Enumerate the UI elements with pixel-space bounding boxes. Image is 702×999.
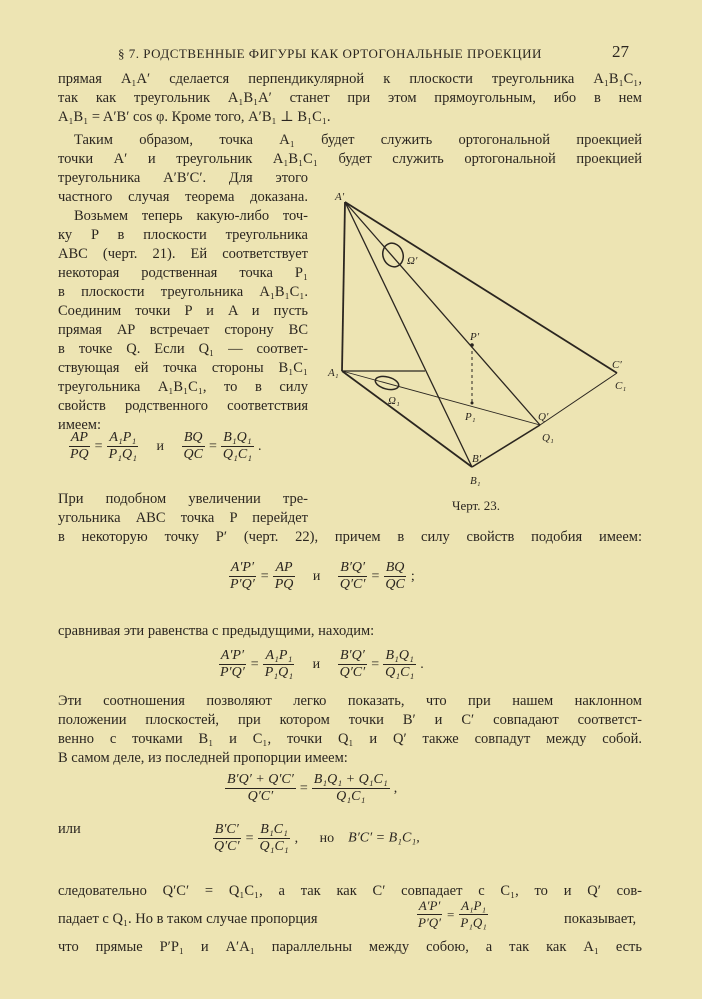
figure-23	[320, 180, 660, 500]
ellipse-omega-prime	[379, 240, 406, 269]
text-line: ку P в плоскости треугольника	[58, 227, 308, 243]
formula-3: $\frac{A'P'}{P'Q'}$ = $\frac{\text{A₁P₁}}{\text{P₁Q₁}}$ и $\frac{B'Q'}{Q'C'}$ = $\frac{\text{B₁Q₁}}{\text{Q₁C₁}}$ .	[220, 648, 424, 680]
edge-q1-c1	[540, 373, 617, 425]
formula-1: $\frac{AP}{PQ}$ = $\frac{\text{A₁P₁}}{\text{P₁Q₁}}$ и $\frac{BQ}{QC}$ = $\frac{\text{B₁Q₁}}{\text{Q₁C₁}}$ .	[70, 430, 262, 462]
text-line: или	[58, 821, 81, 837]
text-line: A₁B₁ = A′B′ cos φ. Кроме того, A′B₁ ⊥ B₁C₁.	[58, 109, 331, 125]
label-omega-prime: Ω′	[407, 255, 418, 267]
text-line: прямая AP встречает сторону BC	[58, 322, 308, 338]
text-line: свойств родственного соответствия	[58, 398, 308, 414]
text-line: в плоскости треугольника A₁B₁C₁.	[58, 284, 308, 300]
text-line: падает с Q₁. Но в таком случае пропорция	[58, 911, 318, 927]
label-a-prime: A′	[335, 191, 345, 203]
text-line: Возьмем теперь какую-либо точ-	[74, 208, 308, 224]
text-line: венно с точками B₁ и C₁, точки Q₁ и Q′ также совпадут между собой.	[58, 731, 642, 747]
text-line: частного случая теорема доказана.	[58, 189, 308, 205]
text-line: в точке Q. Если Q₁ — соответ-	[58, 341, 308, 357]
text-line: При подобном увеличении тре-	[58, 491, 308, 507]
text-line: сравнивая эти равенства с предыдущими, находим:	[58, 623, 375, 639]
formula-4: $\frac{B'Q' + Q'C'}{Q'C'}$ = $\frac{\text{B₁Q₁ + Q₁C₁}}{\text{Q₁C₁}}$ ,	[227, 772, 398, 804]
text-line: Эти соотношения позволяют легко показать, что при нашем наклонном	[58, 693, 642, 709]
text-line: имеем:	[58, 417, 102, 433]
page-number: 27	[612, 42, 629, 61]
text-line: точки A′ и треугольник A₁B₁C₁ будет служить ортогональной проекцией	[58, 151, 642, 167]
text-line: прямая A₁A′ сделается перпендикулярной к плоскости треугольника A₁B₁C₁,	[58, 71, 642, 87]
text-line: показывает,	[564, 911, 637, 927]
text-line: В самом деле, из последней пропорции имеем:	[58, 750, 348, 766]
label-a1: A₁	[328, 367, 339, 379]
text-line: положении плоскостей, при котором точки B′ и C′ совпадают соответст-	[58, 712, 642, 728]
edge-a1-b1	[342, 371, 472, 467]
text-line: Соединим точки P и A и пусть	[58, 303, 308, 319]
text-line: в некоторую точку P′ (черт. 22), причем в силу свойств подобия имеем:	[58, 529, 642, 545]
label-q1: Q₁	[542, 432, 554, 444]
text-line: следовательно Q′C′ = Q₁C₁, а так как C′ совпадает с C₁, то и Q′ сов-	[58, 883, 642, 899]
edge-b1-q1	[472, 425, 540, 467]
text-line: Таким образом, точка A₁ будет служить ортогональной проекцией	[74, 132, 642, 148]
inline-formula: $\frac{A'P'}{P'Q'}$ = $\frac{\text{A₁P₁}}{\text{P₁Q₁}}$	[418, 898, 487, 930]
label-c-prime: C′	[612, 359, 622, 371]
label-p-prime: P′	[470, 331, 480, 343]
text-line: что прямые P′P₁ и A′A₁ параллельны между собою, а так как A₁ есть	[58, 939, 642, 955]
formula-2: $\frac{A'P'}{P'Q'}$ = $\frac{AP}{PQ}$ и $\frac{B'Q'}{Q'C'}$ = $\frac{BQ}{QC}$ ;	[230, 560, 415, 592]
text-line: ABC (черт. 21). Ей соответствует	[58, 246, 308, 262]
label-omega1: Ω₁	[388, 395, 400, 407]
text-line: так как треугольник A₁B₁A′ станет при этом прямоугольным, ибо в нем	[58, 90, 642, 106]
formula-5: $\frac{B'C'}{Q'C'}$ = $\frac{\text{B₁C₁}}{\text{Q₁C₁}}$ , но B′C′ = B₁C₁,	[214, 822, 420, 854]
text-line: треугольника A′B′C′. Для этого	[58, 170, 308, 186]
line-a1-q1	[342, 371, 540, 425]
point-p-prime	[470, 343, 474, 347]
label-b1: B₁	[470, 475, 481, 487]
point-p1	[471, 402, 474, 405]
text-line: треугольника A₁B₁C₁, то в силу	[58, 379, 308, 395]
label-b-prime: B′	[472, 453, 482, 465]
edge-a-prime-a1	[342, 202, 345, 371]
label-q-prime: Q′	[538, 411, 549, 423]
text-line: угольника ABC точка P перейдет	[58, 510, 308, 526]
label-c1: C₁	[615, 380, 627, 392]
label-p1: P₁	[465, 411, 476, 423]
text-line: ствующая ей точка стороны B₁C₁	[58, 360, 308, 376]
text-line: некоторая родственная точка P₁	[58, 265, 308, 281]
figure-caption: Черт. 23.	[452, 498, 501, 513]
edge-a-prime-q	[345, 202, 540, 425]
running-header: § 7. РОДСТВЕННЫЕ ФИГУРЫ КАК ОРТОГОНАЛЬНЫЕ ПРОЕКЦИИ	[118, 46, 542, 61]
